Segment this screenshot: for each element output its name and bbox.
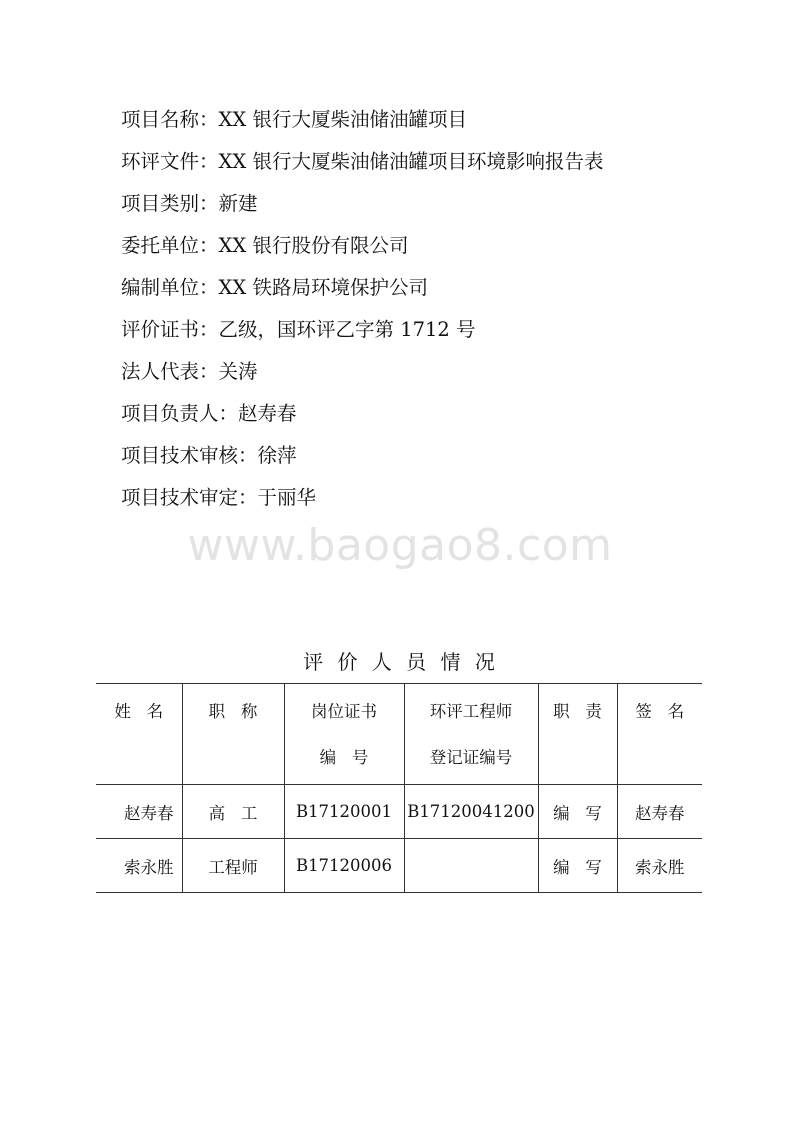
table-title: 评 价 人 员 情 况 <box>303 650 497 674</box>
header-text: 登记证编号 <box>429 748 513 767</box>
info-label: 项目技术审核： <box>121 444 258 467</box>
info-label: 项目类别： <box>121 192 219 215</box>
info-value: XX 银行大厦柴油储油罐项目 <box>218 108 467 131</box>
table-row <box>96 785 702 839</box>
info-label: 评价证书： <box>121 318 219 341</box>
cell-cert-no: B17120001 <box>284 785 404 839</box>
info-value: XX 银行股份有限公司 <box>218 234 409 257</box>
table-row <box>96 839 702 893</box>
info-project-name <box>121 99 603 141</box>
project-info-list <box>121 99 603 519</box>
header-duty <box>538 684 617 785</box>
cell-title: 高 工 <box>182 785 284 839</box>
cell-title: 工程师 <box>182 839 284 893</box>
header-eia-reg-no <box>404 684 538 785</box>
table-header-row <box>96 684 702 785</box>
info-certificate <box>121 309 603 351</box>
info-client <box>121 225 603 267</box>
info-value: XX 铁路局环境保护公司 <box>218 276 428 299</box>
info-label: 项目负责人： <box>121 402 239 425</box>
cell-duty: 编 写 <box>538 785 617 839</box>
info-value: XX 银行大厦柴油储油罐项目环境影响报告表 <box>218 150 604 173</box>
info-label: 项目技术审定： <box>121 486 258 509</box>
info-tech-review <box>121 435 603 477</box>
cell-cert-no: B17120006 <box>284 839 404 893</box>
header-text: 签 名 <box>635 702 685 721</box>
cell-signature: 索永胜 <box>617 839 702 893</box>
header-name <box>96 684 182 785</box>
info-value: 徐萍 <box>257 444 297 467</box>
cell-signature: 赵寿春 <box>617 785 702 839</box>
info-label: 环评文件： <box>121 150 219 173</box>
info-value: 新建 <box>218 192 258 215</box>
info-value: 乙级，国环评乙字第 1712 号 <box>218 318 476 341</box>
cell-eia-reg-no: B17120041200 <box>404 785 538 839</box>
header-text: 岗位证书 <box>311 702 377 721</box>
staff-table <box>96 683 702 893</box>
info-project-lead <box>121 393 603 435</box>
info-value: 于丽华 <box>257 486 317 509</box>
header-text: 环评工程师 <box>429 702 513 721</box>
info-project-category <box>121 183 603 225</box>
cell-name: 赵寿春 <box>96 785 182 839</box>
cell-name: 索永胜 <box>96 839 182 893</box>
header-text: 姓 名 <box>114 702 164 721</box>
watermark: www.baogao8.com <box>187 520 613 571</box>
info-eia-document <box>121 141 603 183</box>
info-tech-approval <box>121 477 603 519</box>
info-label: 法人代表： <box>121 360 219 383</box>
info-legal-rep <box>121 351 603 393</box>
info-preparer <box>121 267 603 309</box>
header-text: 职 称 <box>208 702 258 721</box>
cell-eia-reg-no <box>404 839 538 893</box>
header-signature <box>617 684 702 785</box>
info-label: 委托单位： <box>121 234 219 257</box>
info-value: 关涛 <box>218 360 258 383</box>
header-text: 编 号 <box>319 748 369 767</box>
header-cert-no <box>284 684 404 785</box>
info-label: 编制单位： <box>121 276 219 299</box>
cell-duty: 编 写 <box>538 839 617 893</box>
info-value: 赵寿春 <box>238 402 297 425</box>
info-label: 项目名称： <box>121 108 219 131</box>
header-text: 职 责 <box>553 702 602 721</box>
header-title <box>182 684 284 785</box>
